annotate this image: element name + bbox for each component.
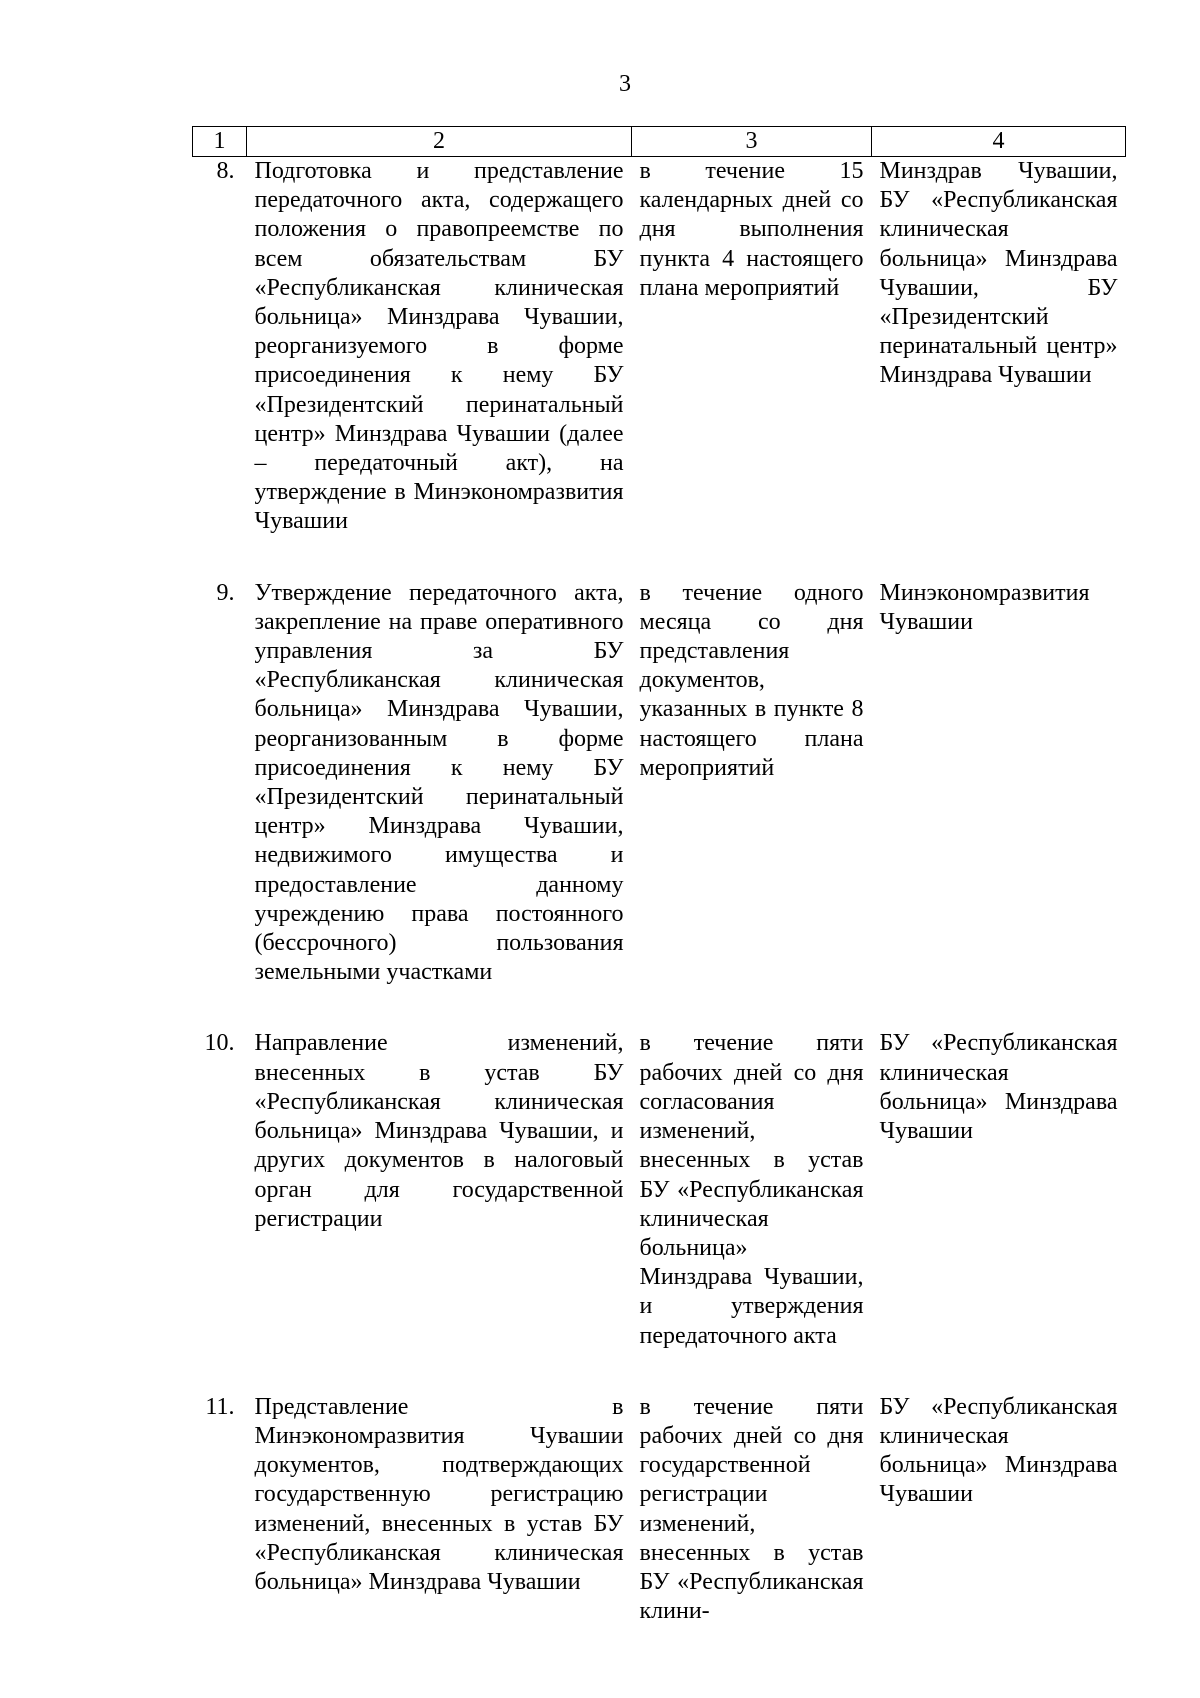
row-action: Представление в Минэкономразвития Чувашии документов, подтверждающих государственную регистрацию изменений, внесенных в устав БУ «Республиканская клиническая больница» Минздрава Чувашии [254, 1393, 624, 1595]
action-plan-table [192, 126, 1126, 1626]
header-row [193, 127, 1126, 157]
table-row [193, 579, 1126, 1030]
row-number: 9. [216, 579, 235, 606]
table-row [193, 1029, 1126, 1392]
table-row [193, 1393, 1126, 1627]
row-number: 11. [205, 1393, 235, 1420]
header-col-1: 1 [193, 127, 247, 157]
row-action: Направление изменений, внесенных в устав БУ «Республиканская клиническая больница» Минздрава Чувашии, и других документов в налоговый орган для государственной регистрации [254, 1030, 624, 1232]
row-deadline: в течение одного месяца со дня представления документов, указанных в пункте 8 настоящего плана мероприятий [639, 579, 864, 781]
row-action: Утверждение передаточного акта, закрепление на праве оперативного управления за БУ «Республиканская клиническая больница» Минздрава Чувашии, реорганизованным в форме присоединения к нему БУ «Президентский перинатальный центр» Минздрава Чувашии, недвижимого имущества и предоставление данному учреждению права постоянного (бессрочного) пользования земельными участками [254, 579, 624, 986]
header-col-2: 2 [247, 127, 632, 157]
table-header [193, 127, 1126, 157]
table-row [193, 157, 1126, 579]
row-deadline: в течение 15 календарных дней со дня выполнения пункта 4 настоящего плана мероприятий [639, 158, 864, 301]
row-responsible: Минздрав Чувашии, БУ «Республиканская клиническая больница» Минздрава Чувашии, БУ «Президентский перинатальный центр» Минздрава Чувашии [879, 158, 1118, 389]
row-action: Подготовка и представление передаточного акта, содержащего положения о правопреемстве по всем обязательствам БУ «Республиканская клиническая больница» Минздрава Чувашии, реорганизуемого в форме присоединения к нему БУ «Президентский перинатальный центр» Минздрава Чувашии (далее – передаточный акт), на утверждение в Минэкономразвития Чувашии [254, 158, 624, 535]
header-col-4: 4 [872, 127, 1126, 157]
row-deadline: в течение пяти рабочих дней со дня согласования изменений, внесенных в устав БУ «Республиканская клиническая больница» Минздрава Чувашии, и утверждения передаточного акта [639, 1030, 864, 1349]
table-body [193, 157, 1126, 1627]
row-responsible: Минэкономразвития Чувашии [879, 579, 1090, 635]
row-responsible: БУ «Республиканская клиническая больница» Минздрава Чувашии [879, 1393, 1118, 1508]
row-responsible: БУ «Республиканская клиническая больница» Минздрава Чувашии [879, 1030, 1118, 1145]
header-col-3: 3 [632, 127, 872, 157]
row-deadline: в течение пяти рабочих дней со дня государственной регистрации изменений, внесенных в устав БУ «Республиканская клини- [639, 1393, 864, 1625]
page-number: 3 [619, 71, 631, 97]
row-number: 8. [216, 158, 235, 184]
row-number: 10. [204, 1030, 235, 1057]
